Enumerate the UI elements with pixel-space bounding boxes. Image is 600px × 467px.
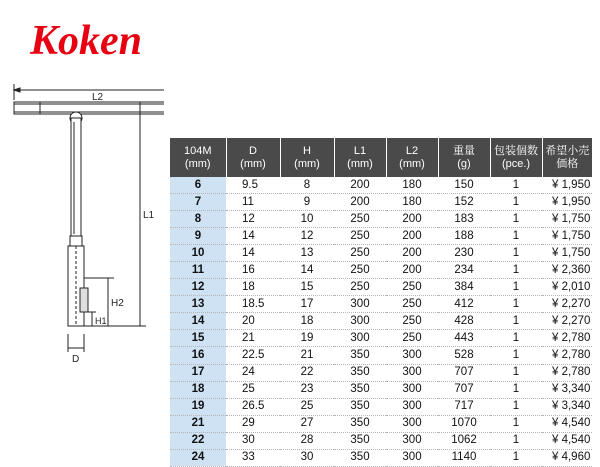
table-cell: ¥ 4,960 — [542, 449, 592, 466]
table-cell: 6 — [170, 177, 226, 194]
table-cell: 300 — [334, 296, 386, 313]
socket-neck — [70, 236, 82, 246]
table-cell: 250 — [334, 279, 386, 296]
table-cell: 1 — [490, 381, 542, 398]
label-l1: L1 — [143, 210, 155, 221]
column-header-unit: (mm) — [294, 157, 320, 170]
table-cell: 1140 — [438, 449, 490, 466]
spec-table-body — [170, 177, 592, 466]
table-cell: 1 — [490, 364, 542, 381]
table-cell: ¥ 4,540 — [542, 415, 592, 432]
table-cell: 350 — [334, 432, 386, 449]
table-cell: 22.5 — [226, 347, 280, 364]
table-cell: 30 — [226, 432, 280, 449]
column-header-unit: (mm) — [184, 157, 211, 170]
table-row — [170, 313, 592, 330]
table-cell: 17 — [170, 364, 226, 381]
table-cell: 707 — [438, 381, 490, 398]
table-cell: 230 — [438, 245, 490, 262]
table-cell: 14 — [226, 228, 280, 245]
header-row — [170, 138, 592, 177]
table-cell: 250 — [386, 296, 438, 313]
column-header-label: 希望小売 — [545, 144, 590, 157]
table-cell: ¥ 1,750 — [542, 228, 592, 245]
table-cell: 17 — [280, 296, 334, 313]
table-row — [170, 245, 592, 262]
table-cell: 13 — [170, 296, 226, 313]
column-header-unit: (g) — [457, 157, 471, 170]
table-cell: 1 — [490, 211, 542, 228]
table-cell: 1062 — [438, 432, 490, 449]
table-cell: 1 — [490, 228, 542, 245]
arrow-head — [14, 88, 20, 92]
table-cell: 300 — [386, 347, 438, 364]
column-header-label: L1 — [353, 144, 367, 157]
table-cell: 1 — [490, 245, 542, 262]
column-header-unit: (mm) — [347, 157, 373, 170]
table-cell: 16 — [226, 262, 280, 279]
table-cell: 200 — [386, 228, 438, 245]
table-cell: 8 — [170, 211, 226, 228]
table-cell: 27 — [280, 415, 334, 432]
table-cell: 300 — [386, 432, 438, 449]
table-cell: 1 — [490, 296, 542, 313]
table-cell: 707 — [438, 364, 490, 381]
table-row — [170, 228, 592, 245]
table-cell: 1 — [490, 194, 542, 211]
table-cell: 9 — [170, 228, 226, 245]
table-cell: 350 — [334, 364, 386, 381]
column-header — [490, 138, 542, 177]
table-cell: 24 — [226, 364, 280, 381]
label-d: D — [72, 354, 80, 365]
table-cell: 200 — [334, 194, 386, 211]
table-cell: 350 — [334, 398, 386, 415]
t-handle-wrench-diagram — [4, 78, 164, 368]
table-cell: 250 — [334, 211, 386, 228]
table-row — [170, 279, 592, 296]
table-cell: 25 — [280, 398, 334, 415]
table-cell: 25 — [226, 381, 280, 398]
table-cell: 200 — [334, 177, 386, 194]
column-header — [542, 138, 592, 177]
table-cell: 24 — [170, 449, 226, 466]
table-cell: 19 — [280, 330, 334, 347]
socket-opening — [80, 288, 88, 312]
table-cell: 1 — [490, 398, 542, 415]
label-h2: H2 — [111, 298, 124, 309]
table-cell: ¥ 1,750 — [542, 211, 592, 228]
table-cell: 300 — [386, 364, 438, 381]
table-cell: 12 — [280, 228, 334, 245]
label-l2: L2 — [92, 92, 104, 103]
table-cell: 11 — [170, 262, 226, 279]
table-cell: 1 — [490, 279, 542, 296]
table-cell: ¥ 2,010 — [542, 279, 592, 296]
table-cell: 300 — [334, 330, 386, 347]
column-header-unit: (mm) — [240, 157, 266, 170]
table-cell: 29 — [226, 415, 280, 432]
table-cell: 15 — [280, 279, 334, 296]
table-cell: 1 — [490, 177, 542, 194]
table-row — [170, 364, 592, 381]
table-cell: 717 — [438, 398, 490, 415]
table-cell: 7 — [170, 194, 226, 211]
table-cell: 350 — [334, 381, 386, 398]
table-cell: ¥ 2,270 — [542, 313, 592, 330]
table-cell: 183 — [438, 211, 490, 228]
table-cell: 412 — [438, 296, 490, 313]
column-header-unit: 価格 — [556, 157, 579, 170]
table-cell: 428 — [438, 313, 490, 330]
table-cell: 10 — [280, 211, 334, 228]
column-header-label: L2 — [405, 144, 419, 157]
logo-text: Koken — [30, 18, 143, 64]
table-cell: 1 — [490, 313, 542, 330]
label-h1: H1 — [95, 316, 107, 326]
table-row — [170, 415, 592, 432]
table-cell: 1 — [490, 347, 542, 364]
table-cell: 200 — [386, 211, 438, 228]
table-cell: 250 — [334, 262, 386, 279]
column-header-label: H — [303, 144, 311, 157]
table-cell: 33 — [226, 449, 280, 466]
table-cell: 14 — [280, 262, 334, 279]
table-cell: 300 — [386, 415, 438, 432]
table-cell: ¥ 2,780 — [542, 330, 592, 347]
table-cell: 152 — [438, 194, 490, 211]
table-cell: 234 — [438, 262, 490, 279]
table-cell: 30 — [280, 449, 334, 466]
shaft — [71, 118, 81, 236]
table-cell: 14 — [226, 245, 280, 262]
table-cell: 188 — [438, 228, 490, 245]
table-cell: 9 — [280, 194, 334, 211]
column-header-unit: (mm) — [399, 157, 425, 170]
table-cell: 11 — [226, 194, 280, 211]
table-cell: 180 — [386, 194, 438, 211]
table-cell: 12 — [226, 211, 280, 228]
table-cell: 1070 — [438, 415, 490, 432]
table-cell: 18 — [170, 381, 226, 398]
table-cell: 350 — [334, 347, 386, 364]
table-cell: 15 — [170, 330, 226, 347]
table-cell: 250 — [386, 313, 438, 330]
table-cell: ¥ 2,270 — [542, 296, 592, 313]
table-cell: 21 — [170, 415, 226, 432]
table-cell: 10 — [170, 245, 226, 262]
table-cell: ¥ 1,750 — [542, 245, 592, 262]
table-cell: 18.5 — [226, 296, 280, 313]
table-cell: 1 — [490, 262, 542, 279]
table-cell: 8 — [280, 177, 334, 194]
table-cell: 12 — [170, 279, 226, 296]
table-cell: 13 — [280, 245, 334, 262]
table-cell: 300 — [386, 398, 438, 415]
table-cell: 350 — [334, 449, 386, 466]
column-header — [170, 138, 226, 177]
table-cell: 1 — [490, 415, 542, 432]
spec-table — [170, 138, 592, 467]
table-cell: 528 — [438, 347, 490, 364]
table-cell: 9.5 — [226, 177, 280, 194]
table-cell: 22 — [170, 432, 226, 449]
table-cell: 300 — [334, 313, 386, 330]
table-cell: 26.5 — [226, 398, 280, 415]
column-header — [386, 138, 438, 177]
column-header-label: D — [249, 144, 257, 157]
table-cell: 28 — [280, 432, 334, 449]
table-cell: 300 — [386, 449, 438, 466]
table-cell: 1 — [490, 449, 542, 466]
column-header — [438, 138, 490, 177]
table-row — [170, 398, 592, 415]
column-header — [226, 138, 280, 177]
table-cell: 14 — [170, 313, 226, 330]
table-cell: ¥ 2,780 — [542, 347, 592, 364]
table-cell: 1 — [490, 330, 542, 347]
table-cell: 443 — [438, 330, 490, 347]
column-header-unit: (pce.) — [501, 157, 531, 170]
table-cell: 300 — [386, 381, 438, 398]
table-cell: 250 — [334, 245, 386, 262]
column-header-label: 104M — [183, 144, 212, 157]
table-cell: 250 — [386, 330, 438, 347]
table-cell: 18 — [280, 313, 334, 330]
table-row — [170, 432, 592, 449]
table-row — [170, 296, 592, 313]
table-row — [170, 347, 592, 364]
column-header-label: 包装個数 — [494, 144, 538, 157]
column-header — [334, 138, 386, 177]
table-cell: ¥ 1,950 — [542, 177, 592, 194]
table-row — [170, 330, 592, 347]
table-cell: ¥ 3,340 — [542, 381, 592, 398]
table-cell: 200 — [386, 262, 438, 279]
table-cell: 180 — [386, 177, 438, 194]
table-row — [170, 194, 592, 211]
table-cell: 250 — [386, 279, 438, 296]
table-cell: 384 — [438, 279, 490, 296]
table-cell: 350 — [334, 415, 386, 432]
table-row — [170, 211, 592, 228]
table-cell: ¥ 2,360 — [542, 262, 592, 279]
table-cell: 21 — [226, 330, 280, 347]
table-row — [170, 449, 592, 466]
table-row — [170, 381, 592, 398]
table-cell: ¥ 4,540 — [542, 432, 592, 449]
column-header-label: 重量 — [453, 144, 475, 157]
table-cell: 21 — [280, 347, 334, 364]
table-cell: 200 — [386, 245, 438, 262]
table-cell: ¥ 1,950 — [542, 194, 592, 211]
table-cell: 20 — [226, 313, 280, 330]
table-cell: ¥ 2,780 — [542, 364, 592, 381]
table-cell: 18 — [226, 279, 280, 296]
table-cell: 16 — [170, 347, 226, 364]
column-header — [280, 138, 334, 177]
table-cell: 250 — [334, 228, 386, 245]
spec-table-header — [170, 138, 592, 177]
table-cell: 19 — [170, 398, 226, 415]
table-cell: 22 — [280, 364, 334, 381]
table-cell: 1 — [490, 432, 542, 449]
table-cell: 23 — [280, 381, 334, 398]
table-row — [170, 262, 592, 279]
koken-logo — [28, 16, 174, 66]
table-row — [170, 177, 592, 194]
table-cell: 150 — [438, 177, 490, 194]
table-cell: ¥ 3,340 — [542, 398, 592, 415]
